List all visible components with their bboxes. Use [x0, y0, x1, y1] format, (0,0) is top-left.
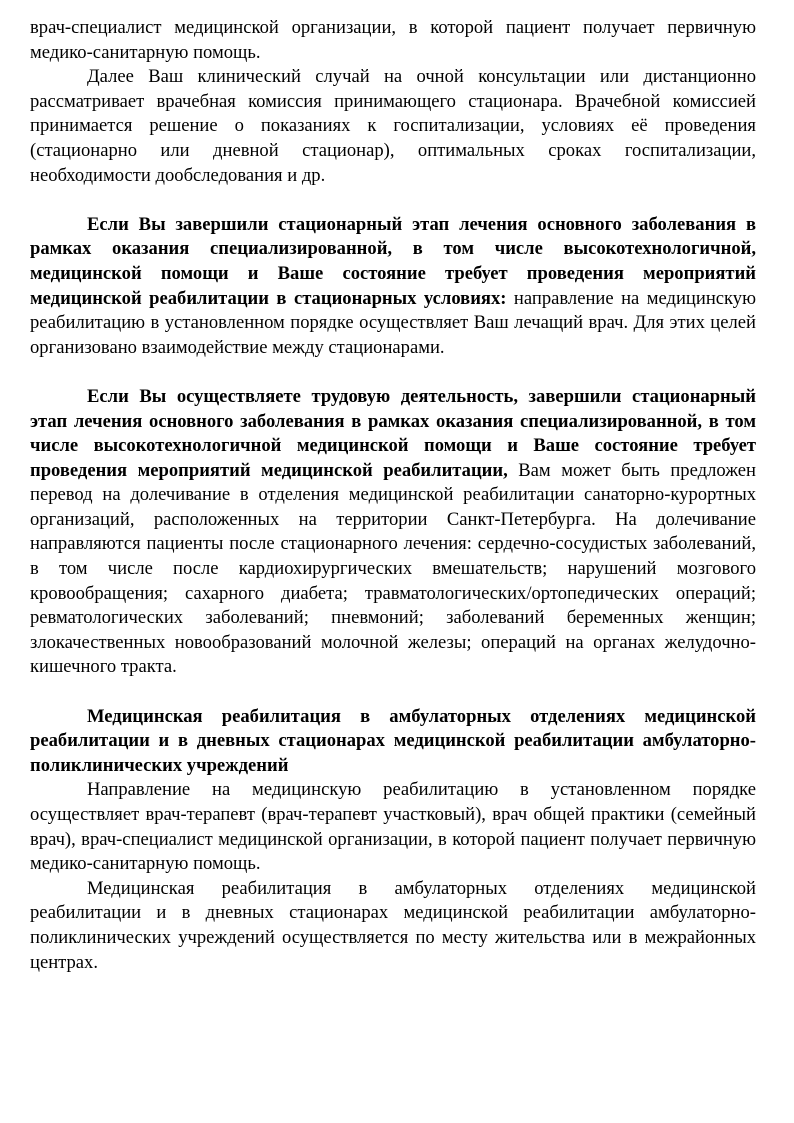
section-heading: Медицинская реабилитация в амбулаторных отделениях медицинской реабилитации и в дневных стационарах медицинской реабилитации амбулаторно-поликлинических учреждений: [30, 705, 756, 776]
paragraph-inpatient-rehab-text: направление на медицинскую реабилитацию в установленном порядке осуществляет Ваш лечащий врач. Для этих целей организовано взаимодействие между стационарами.: [30, 287, 756, 358]
paragraph-outpatient-rehab: Медицинская реабилитация в амбулаторных отделениях медицинской реабилитации и в дневных стационарах медицинской реабилитации амбулаторно-поликлинических учреждений осуществляется по месту жительства или в межрайонных центрах.: [30, 877, 756, 973]
document-page: [30, 16, 756, 975]
paragraph-inpatient-rehab-bold: Если Вы завершили стационарный этап лечения основного заболевания в рамках оказания специализированной, в том числе высокотехнологичной, медицинской помощи и Ваше состояние требует проведения мероприятий медицинской реабилитации в стационарных условиях:: [30, 213, 756, 309]
paragraph-commission: Далее Ваш клинический случай на очной консультации или дистанционно рассматривает врачебная комиссия принимающего стационара. Врачебной комиссией принимается решение о показаниях к госпитализации, условиях её проведения (стационарно или дневной стационар), оптимальных сроках госпитализации, необходимости дообследования и др.: [30, 66, 756, 186]
paragraph-referral: Направление на медицинскую реабилитацию в установленном порядке осуществляет врач-терапевт (врач-терапевт участковый), врач общей практики (семейный врач), врач-специалист медицинской организации, в которой пациент получает первичную медико-санитарную помощь.: [30, 779, 756, 875]
paragraph-working-patients-bold: Если Вы осуществляете трудовую деятельность, завершили стационарный этап лечения основного заболевания в рамках оказания специализированной, в том числе высокотехнологичной медицинской помощи и Ваше состояние требует проведения мероприятий медицинской реабилитации,: [30, 385, 756, 481]
paragraph-inpatient-rehab: [30, 213, 756, 361]
paragraph-continuation: врач-специалист медицинской организации, в которой пациент получает первичную медико-санитарную помощь.: [30, 17, 756, 63]
paragraph-working-patients-text: Вам может быть предложен перевод на долечивание в отделения медицинской реабилитации санаторно-курортных организаций, расположенных на территории Санкт-Петербурга. На долечивание направляются пациенты после стационарного лечения: сердечно-сосудистых заболеваний, в том числе после кардиохирургических вмешательств; нарушений мозгового кровообращения; сахарного диабета; травматологических/ортопедических операций; ревматологических заболеваний; пневмоний; заболеваний беременных женщин; злокачественных новообразований молочной железы; операций на органах желудочно-кишечного тракта.: [30, 459, 756, 678]
paragraph-working-patients: [30, 385, 756, 680]
